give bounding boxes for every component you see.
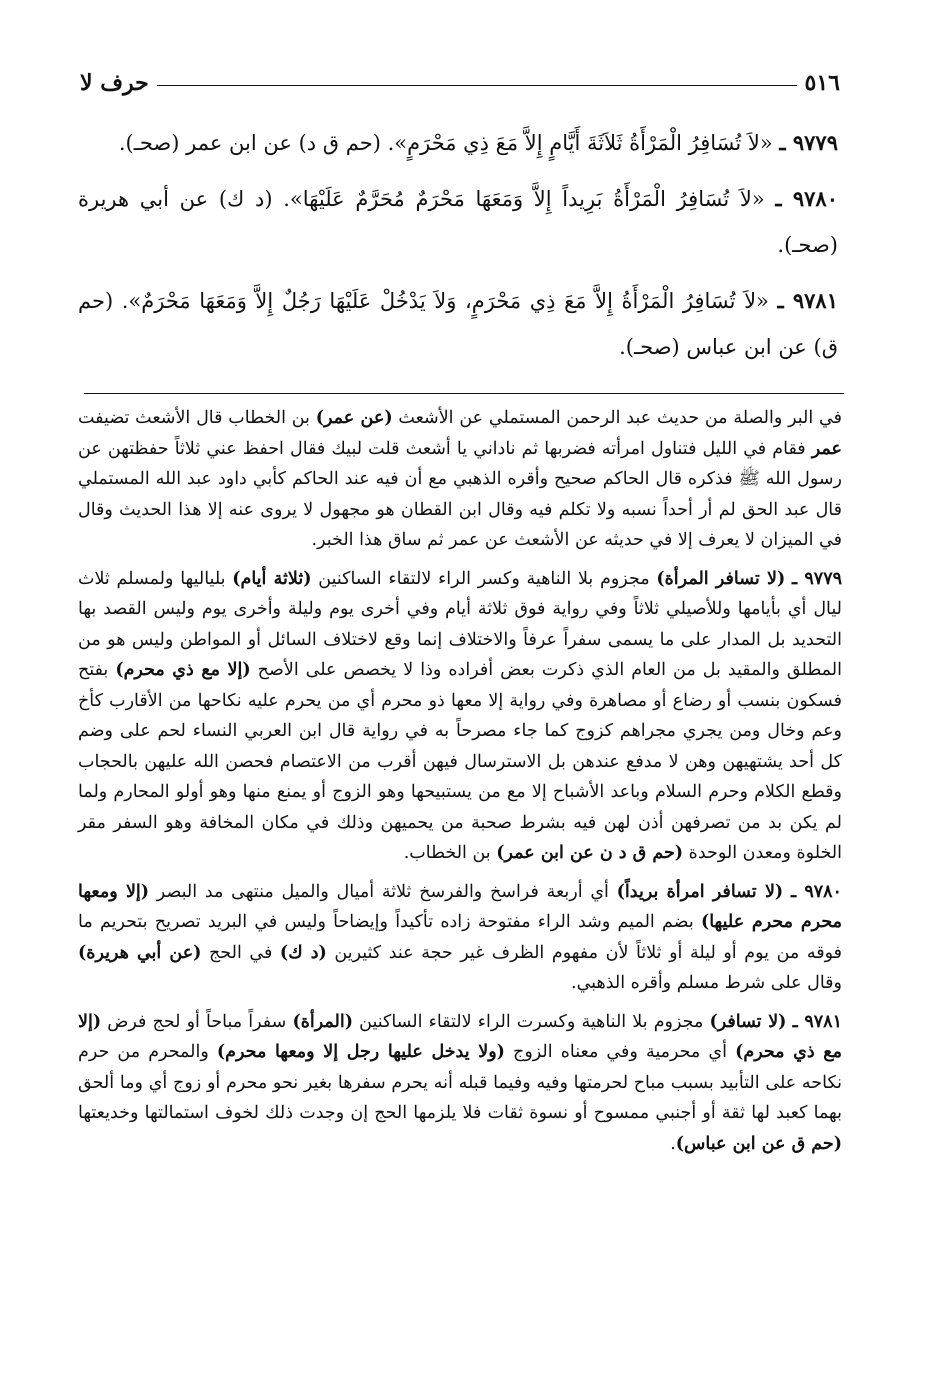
commentary-intro (78, 403, 842, 556)
bold-segment: (إلا ومعها محرم محرم عليها) (78, 881, 842, 932)
text-segment: مجزوم بلا الناهية وكسر الراء لالتقاء الساكنين (311, 568, 657, 589)
text-segment: بفتح فسكون بنسب أو رضاع أو مصاهرة وفي رواية إلا معها ذو محرم أي من يحرم عليه نكاحها من الأقارب كأخ وعم وخال ومن يجري مجراهم كزوج كما جاء مصرحاً به في رواية قال ابن العربي النساء لحم على وضم كل أحد يشتهيهن وهن لا مدفع عندهن بل الاسترسال فيهن أقرب من الاعتصام فحصن الله عليهن بالحجاب وقطع الكلام وحرم السلام وباعد الأشباح إلا مع من يستبيحها وهو الزوج أو يمنع منها وهو أولو المحارم ولما لم يكن بد من تصرفهن أذن لهن فيه بشرط صحبة من يحميهن وذلك في مكان المخافة وهو السفر مقر الخلوة ومعدن الوحدة (78, 660, 842, 863)
bold-segment: (د ك) (279, 942, 327, 963)
bold-segment: (عن أبي هريرة) (78, 942, 202, 963)
text-segment: وقال على شرط مسلم وأقره الذهبي. (571, 973, 842, 993)
hadith-number: ٩٧٨٠ ـ (775, 186, 838, 211)
hadith-9779 (78, 120, 838, 166)
bold-segment: (المرأة) (292, 1011, 354, 1032)
text-segment: فقام في الليل فتناول امرأته فضربها ثم ناداني يا أشعث قلت لبيك فقال احفظ عني ثلاثاً حفظتهن عن رسول الله ﷺ فذكره قال الحاكم صحيح وأقره الذهبي مع أن فيه عند الحاكم كأبي داود عبد الله المستملي قال عبد الحق لم أر أحداً نسبه ولا تكلم فيه وقال ابن القطان هو مجهول لا يروى عنه إلا هذا الحديث وقال في الميزان لا يعرف إلا في حديثه عن الأشعث عن عمر ثم ساق هذا الخبر. (78, 438, 842, 550)
text-segment: في الحج (201, 942, 280, 963)
commentary-9779 (78, 564, 842, 869)
text-segment: في البر والصلة من حديث عبد الرحمن المستملي عن الأشعث (392, 408, 842, 428)
commentary-number: ٩٧٨٠ ـ (790, 881, 842, 902)
hadith-number: ٩٧٧٩ ـ (779, 130, 838, 155)
bold-segment: (ثلاثة أيام) (232, 568, 312, 589)
bold-segment: عمر (811, 438, 842, 459)
text-segment: بن الخطاب. (403, 843, 497, 863)
bold-segment: (إلا مع ذي محرم) (115, 660, 251, 680)
chapter-title: حرف لا (80, 70, 149, 96)
commentary-number: ٩٧٧٩ ـ (792, 568, 842, 589)
commentary (78, 403, 842, 1167)
commentary-number: ٩٧٨١ ـ (792, 1011, 842, 1032)
hadith-texts (78, 120, 838, 380)
text-segment: . (670, 1133, 676, 1154)
hadith-text: «لاَ تُسَافِرُ الْمَرْأَةُ ثَلاَثَةَ أَيَّامٍ إِلاَّ مَعَ ذِي مَحْرَمٍ». (حم ق د) عن ابن عمر (صحـ). (118, 131, 773, 155)
bold-segment: (لا تسافر) (709, 1011, 787, 1032)
footnote-divider (84, 393, 844, 394)
commentary-9781 (78, 1007, 842, 1160)
bold-segment: (ولا يدخل عليها رجل إلا ومعها محرم) (216, 1042, 505, 1062)
text-segment: بن الخطاب قال الأشعث تضيفت (78, 408, 316, 428)
bold-segment: (لا تسافر امرأة بريداً) (616, 881, 784, 902)
text-segment: بلياليها ولمسلم ثلاث ليال أي بأيامها وللأصيلي ثلاثاً وفي رواية فوق ثلاثة أيام وفي أخرى يوم وليلة وأخرى يوم وليس القصد بها التحديد بل المدار على ما يسمى سفراً عرفاً والاختلاف إنما وقع لاختلاف السائل أو المواطن وليس هو من المطلق والمقيد بل من العام الذي ذكرت بعض أفراده وذا لا يخصص على الأصح (78, 568, 842, 680)
hadith-number: ٩٧٨١ ـ (777, 288, 838, 313)
bold-segment: (إلا مع ذي محرم) (78, 1011, 842, 1062)
bold-segment: (حم ق عن ابن عباس) (675, 1133, 842, 1154)
text-segment: أي محرمية وفي معناه الزوج (504, 1042, 736, 1062)
hadith-text: «لاَ تُسَافِرُ الْمَرْأَةُ إِلاَّ مَعَ ذِي مَحْرَمٍ، وَلاَ يَدْخُلْ عَلَيْهَا رَجُلٌ إِلاَّ وَمَعَهَا مَحْرَمٌ». (حم ق) عن ابن عباس (صحـ). (78, 289, 838, 359)
bold-segment: (عن عمر) (315, 408, 393, 428)
text-segment: أي أربعة فراسخ والفرسخ ثلاثة أميال والميل منتهى مد البصر (149, 881, 617, 902)
text-segment: مجزوم بلا الناهية وكسرت الراء لالتقاء الساكنين (353, 1011, 710, 1032)
bold-segment: (حم ق د ن عن ابن عمر) (496, 843, 684, 863)
text-segment: سفراً مباحاً أو لحج فرض (101, 1011, 293, 1032)
bold-segment: (لا تسافر المرأة) (656, 568, 786, 589)
hadith-text: «لاَ تُسَافِرُ الْمَرْأَةُ بَرِيداً إِلاَّ وَمَعَهَا مَحْرَمٌ مُحَرَّمٌ عَلَيْهَا». (د ك) عن أبي هريرة (صحـ). (78, 187, 838, 257)
header-rule (157, 85, 797, 86)
hadith-9780 (78, 176, 838, 268)
page-header (80, 58, 840, 94)
text-segment: والمحرم من حرم نكاحه على التأبيد بسبب مباح لحرمتها وفيه وفيما قبله أنه يحرم سفرها بغير نحو محرم أو زوج أي وما ألحق بهما كعبد لها ثقة أو أجنبي ممسوح أو نسوة ثقات فلا يلزمها الحج إن وجدت ذلك لخوف استمالتها وخديعتها (78, 1042, 842, 1123)
commentary-9780 (78, 877, 842, 999)
hadith-9781 (78, 278, 838, 370)
page-number: ٥١٦ (804, 70, 840, 96)
text-segment: بضم الميم وشد الراء مفتوحة زاده تأكيداً وإيضاحاً وليس في البريد تصريح بتحريم ما فوقه من يوم أو ليلة أو ثلاثاً لأن مفهوم الظرف غير حجة عند كثيرين (78, 912, 842, 963)
